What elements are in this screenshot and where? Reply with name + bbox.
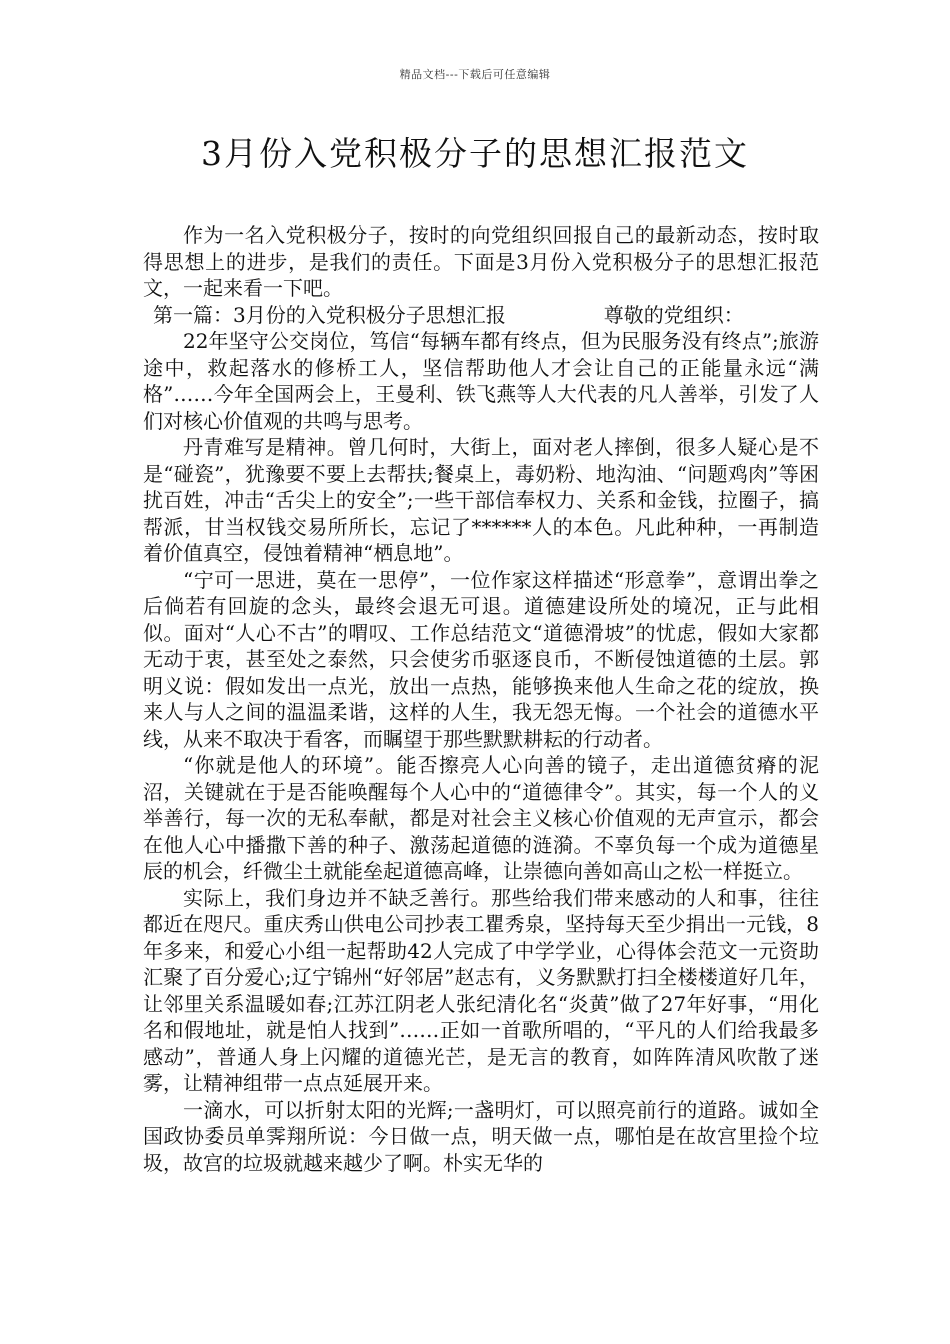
document-title: 3月份入党积极分子的思想汇报范文	[201, 134, 749, 173]
body-paragraph: “你就是他人的环境”。能否擦亮人心向善的镜子，走出道德贫瘠的泥沼，关键就在于是否能唤醒每个人心中的“道德律令”。其实，每一个人的义举善行，每一次的无私奉献，都是对社会主义核心价值观的无声宣示，都会在他人心中播撒下善的种子、激荡起道德的涟漪。不辜负每一个成为道德星辰的机会，纤微尘土就能垒起道德高峰，让崇德向善如高山之松一样挺立。	[143, 753, 819, 883]
body-paragraph: 22年坚守公交岗位，笃信“每辆车都有终点，但为民服务没有终点”;旅游途中，救起落水的修桥工人，坚信帮助他人才会让自己的正能量永远“满格”……今年全国两会上，王曼利、铁飞燕等人大代表的凡人善举，引发了人们对核心价值观的共鸣与思考。	[143, 329, 819, 433]
header-note: 精品文档---下载后可任意编辑	[399, 68, 551, 81]
section-title: 第一篇：3月份的入党积极分子思想汇报	[153, 302, 506, 327]
intro-paragraph: 作为一名入党积极分子，按时的向党组织回报自己的最新动态，按时取得思想上的进步，是我们的责任。下面是3月份入党积极分子的思想汇报范文，一起来看一下吧。	[143, 223, 819, 300]
body-paragraph: 丹青难写是精神。曾几何时，大街上，面对老人摔倒，很多人疑心是不是“碰瓷”，犹豫要不要上去帮扶;餐桌上，毒奶粉、地沟油、“问题鸡肉”等困扰百姓，冲击“舌尖上的安全”;一些干部信奉权力、关系和金钱，拉圈子，搞帮派，甘当权钱交易所所长，忘记了******人的本色。凡此种种，一再制造着价值真空，侵蚀着精神“栖息地”。	[143, 435, 819, 565]
body-paragraph: 实际上，我们身边并不缺乏善行。那些给我们带来感动的人和事，往往都近在咫尺。重庆秀山供电公司抄表工瞿秀泉，坚持每天至少捐出一元钱，8年多来，和爱心小组一起帮助42人完成了中学学业，心得体会范文一元资助汇聚了百分爱心;辽宁锦州“好邻居”赵志有，义务默默打扫全楼楼道好几年，让邻里关系温暖如春;江苏江阴老人张纪清化名“炎黄”做了27年好事，“用化名和假地址，就是怕人找到”……正如一首歌所唱的，“平凡的人们给我最多感动”，普通人身上闪耀的道德光芒，是无言的教育，如阵阵清风吹散了迷雾，让精神组带一点点延展开来。	[143, 885, 819, 1095]
section-heading-line	[143, 302, 819, 329]
body-paragraph: “宁可一思进，莫在一思停”，一位作家这样描述“形意拳”，意谓出拳之后倘若有回旋的念头，最终会退无可退。道德建设所处的境况，正与此相似。面对“人心不古”的喟叹、工作总结范文“道德滑坡”的忧虑，假如大家都无动于衷，甚至处之泰然，只会使劣币驱逐良币，不断侵蚀道德的土层。郭明义说：假如发出一点光，放出一点热，能够换来他人生命之花的绽放，换来人与人之间的温温柔谐，这样的人生，我无怨无悔。一个社会的道德水平线，从来不取决于看客，而瞩望于那些默默耕耘的行动者。	[143, 567, 819, 751]
document-body	[143, 222, 819, 1176]
salutation: 尊敬的党组织：	[603, 302, 744, 327]
body-paragraph: 一滴水，可以折射太阳的光辉;一盏明灯，可以照亮前行的道路。诚如全国政协委员单霁翔所说：今日做一点，明天做一点，哪怕是在故宫里捡个垃圾，故宫的垃圾就越来越少了啊。朴实无华的	[143, 1097, 819, 1175]
